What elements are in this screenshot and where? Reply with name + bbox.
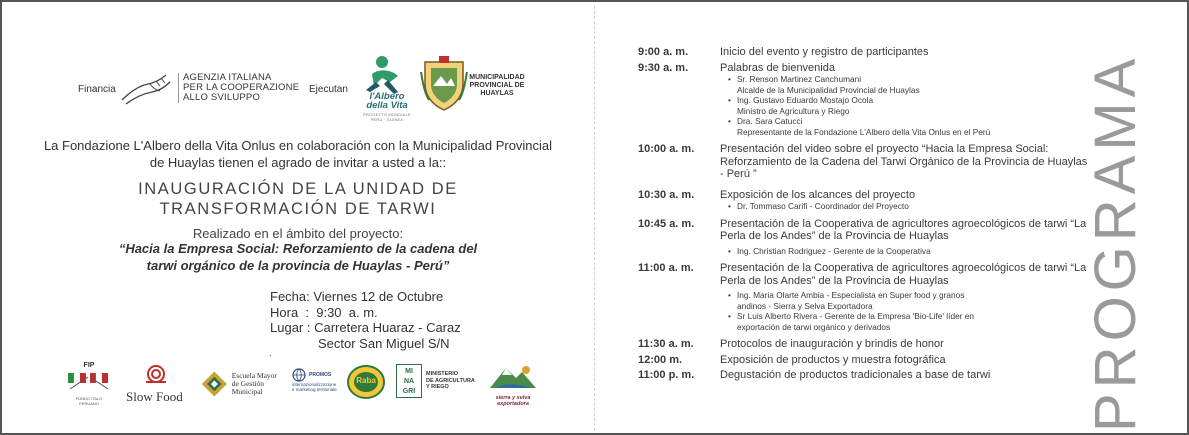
stray-dot: . <box>269 348 272 359</box>
municipalidad-logo-text: MUNICIPALIDAD PROVINCIAL DE HUAYLAS <box>469 74 525 97</box>
program-time: 11:00 a. m. <box>638 262 694 274</box>
program-item <box>638 369 1088 382</box>
minagri-mark: MI NA GRI <box>396 364 422 398</box>
promos-logo: PROMOS internazionalizzazione e marketing territoriale <box>292 368 344 392</box>
program-item <box>638 189 1088 202</box>
minagri-logo: MI NA GRI MINISTERIO DE AGRICULTURA Y RIEGO <box>396 364 488 398</box>
program-item <box>638 46 1088 59</box>
event-title: INAUGURACIÓN DE LA UNIDAD DE TRANSFORMACIÓN DE TARWI <box>138 180 458 218</box>
program-panel <box>596 2 1187 433</box>
event-place-line2: Sector San Miguel S/N <box>318 335 450 351</box>
program-time: 11:00 p. m. <box>638 369 695 381</box>
programa-heading: PROGRAMA <box>1083 53 1148 432</box>
program-time: 10:00 a. m. <box>638 143 695 155</box>
raba-logo: Raba <box>346 364 386 400</box>
speaker-entry: • Ing. Gustavo Eduardo Mostajo Ocola Ministro de Agricultura y Riego <box>728 95 874 116</box>
speaker-entry: • Dr. Tommaso Carifi - Coordinador del Proyecto <box>728 201 909 211</box>
program-time: 10:30 a. m. <box>638 188 695 201</box>
speaker-entry: • Ing. Maria Olarte Ambia - Especialista en Super food y granos andinos - Sierra y Selva Exportadora <box>728 290 965 311</box>
program-item <box>638 143 1088 181</box>
sierra-y-selva-logo: sierra y selva exportadora <box>488 362 538 407</box>
program-desc: Inicio del evento y registro de participantes <box>720 46 929 58</box>
ejecutan-label: Ejecutan <box>309 84 348 95</box>
speaker-entry: • Ing. Christian Rodriguez - Gerente de la Cooperativa <box>728 245 931 256</box>
speaker-entry: • Sr. Renson Martinez Canchumani Alcalde de la Municipalidad Provincial de Huaylas <box>728 74 920 95</box>
aics-logo-text: AGENZIA ITALIANA PER LA COOPERAZIONE ALLO SVILUPPO <box>178 73 299 103</box>
event-date: Fecha: Viernes 12 de Octubre <box>270 289 444 304</box>
event-place: Lugar : Carretera Huaraz - Caraz <box>270 320 461 335</box>
albero-logo-subtext: PROGETTO MONDIALE PERU · GUINEA <box>363 112 411 122</box>
huaylas-coat-of-arms-icon <box>419 54 469 112</box>
program-item <box>638 354 1088 367</box>
program-desc: Palabras de bienvenida <box>720 61 835 74</box>
program-time: 9:00 a. m. <box>638 46 689 58</box>
event-time: Hora : 9:30 a. m. <box>270 304 378 320</box>
escuela-mayor-logo: Escuela Mayor de Gestión Municipal <box>200 368 290 400</box>
program-desc: Exposición de productos y muestra fotográfica <box>720 353 946 366</box>
snail-icon <box>144 364 168 384</box>
program-time: 12:00 m. <box>638 353 683 366</box>
program-desc: Exposición de los alcances del proyecto <box>720 188 916 201</box>
program-desc: Protocolos de inauguración y brindis de honor <box>720 338 944 350</box>
escuela-diamond-icon <box>200 368 229 400</box>
program-desc: Degustación de productos tradicionales a base de tarwi <box>720 369 991 381</box>
speaker-entry: • Sr Luis Alberto Rivera - Gerente de la Empresa 'Bio-Life' líder en exportación de tarwi orgánico y derivados <box>728 311 974 332</box>
project-name: “Hacia la Empresa Social: Reforzamiento de la cadena del tarwi orgánico de la provincia de Huaylas - Perú” <box>118 241 478 273</box>
program-item <box>638 218 1088 243</box>
mountain-icon <box>488 362 538 390</box>
fip-logo: FIP FONDO ITALO PERUANO <box>66 362 112 406</box>
fip-flags-icon <box>66 369 112 391</box>
realizado-label: Realizado en el ámbito del proyecto: <box>192 226 404 241</box>
program-time: 9:30 a. m. <box>638 61 689 74</box>
invitation-text: La Fondazione L'Albero della Vita Onlus en colaboración con la Municipalidad Provincial de Huaylas tienen el agrado de invitar a usted a la:: <box>43 138 553 170</box>
program-desc: Presentación de la Cooperativa de agricultores agroecológicos de tarwi “La Perla de los Andes” de la Provincia de Huaylas <box>720 262 1087 287</box>
program-item <box>638 62 1088 75</box>
aics-hands-icon <box>120 72 174 106</box>
program-item <box>638 262 1088 287</box>
program-time: 10:45 a. m. <box>638 217 695 230</box>
invitation-panel <box>2 2 594 433</box>
program-time: 11:30 a. m. <box>638 338 694 350</box>
slow-food-logo: Slow Food <box>126 364 190 405</box>
fold-divider <box>594 6 595 431</box>
program-list <box>638 46 1088 382</box>
albero-logo-text: l'Albero della Vita <box>366 91 408 111</box>
program-desc: Presentación del video sobre el proyecto “Hacia la Empresa Social: Reforzamiento de la Cadena del Tarwi Orgánico de la Provincia de Huaylas - Perú ” <box>720 143 1088 180</box>
event-details <box>270 289 461 351</box>
program-desc: Presentación de la Cooperativa de agricultores agroecológicos de tarwi “La Perla de los Andes” de la Provincia de Huaylas <box>720 217 1087 242</box>
speaker-entry: • Dra. Sara Catucci Representante de la Fondazione L'Albero della Vita Onlus en el Perú <box>728 116 991 137</box>
financia-label: Financia <box>78 84 116 95</box>
program-item <box>638 338 1088 351</box>
globe-icon <box>292 368 306 382</box>
